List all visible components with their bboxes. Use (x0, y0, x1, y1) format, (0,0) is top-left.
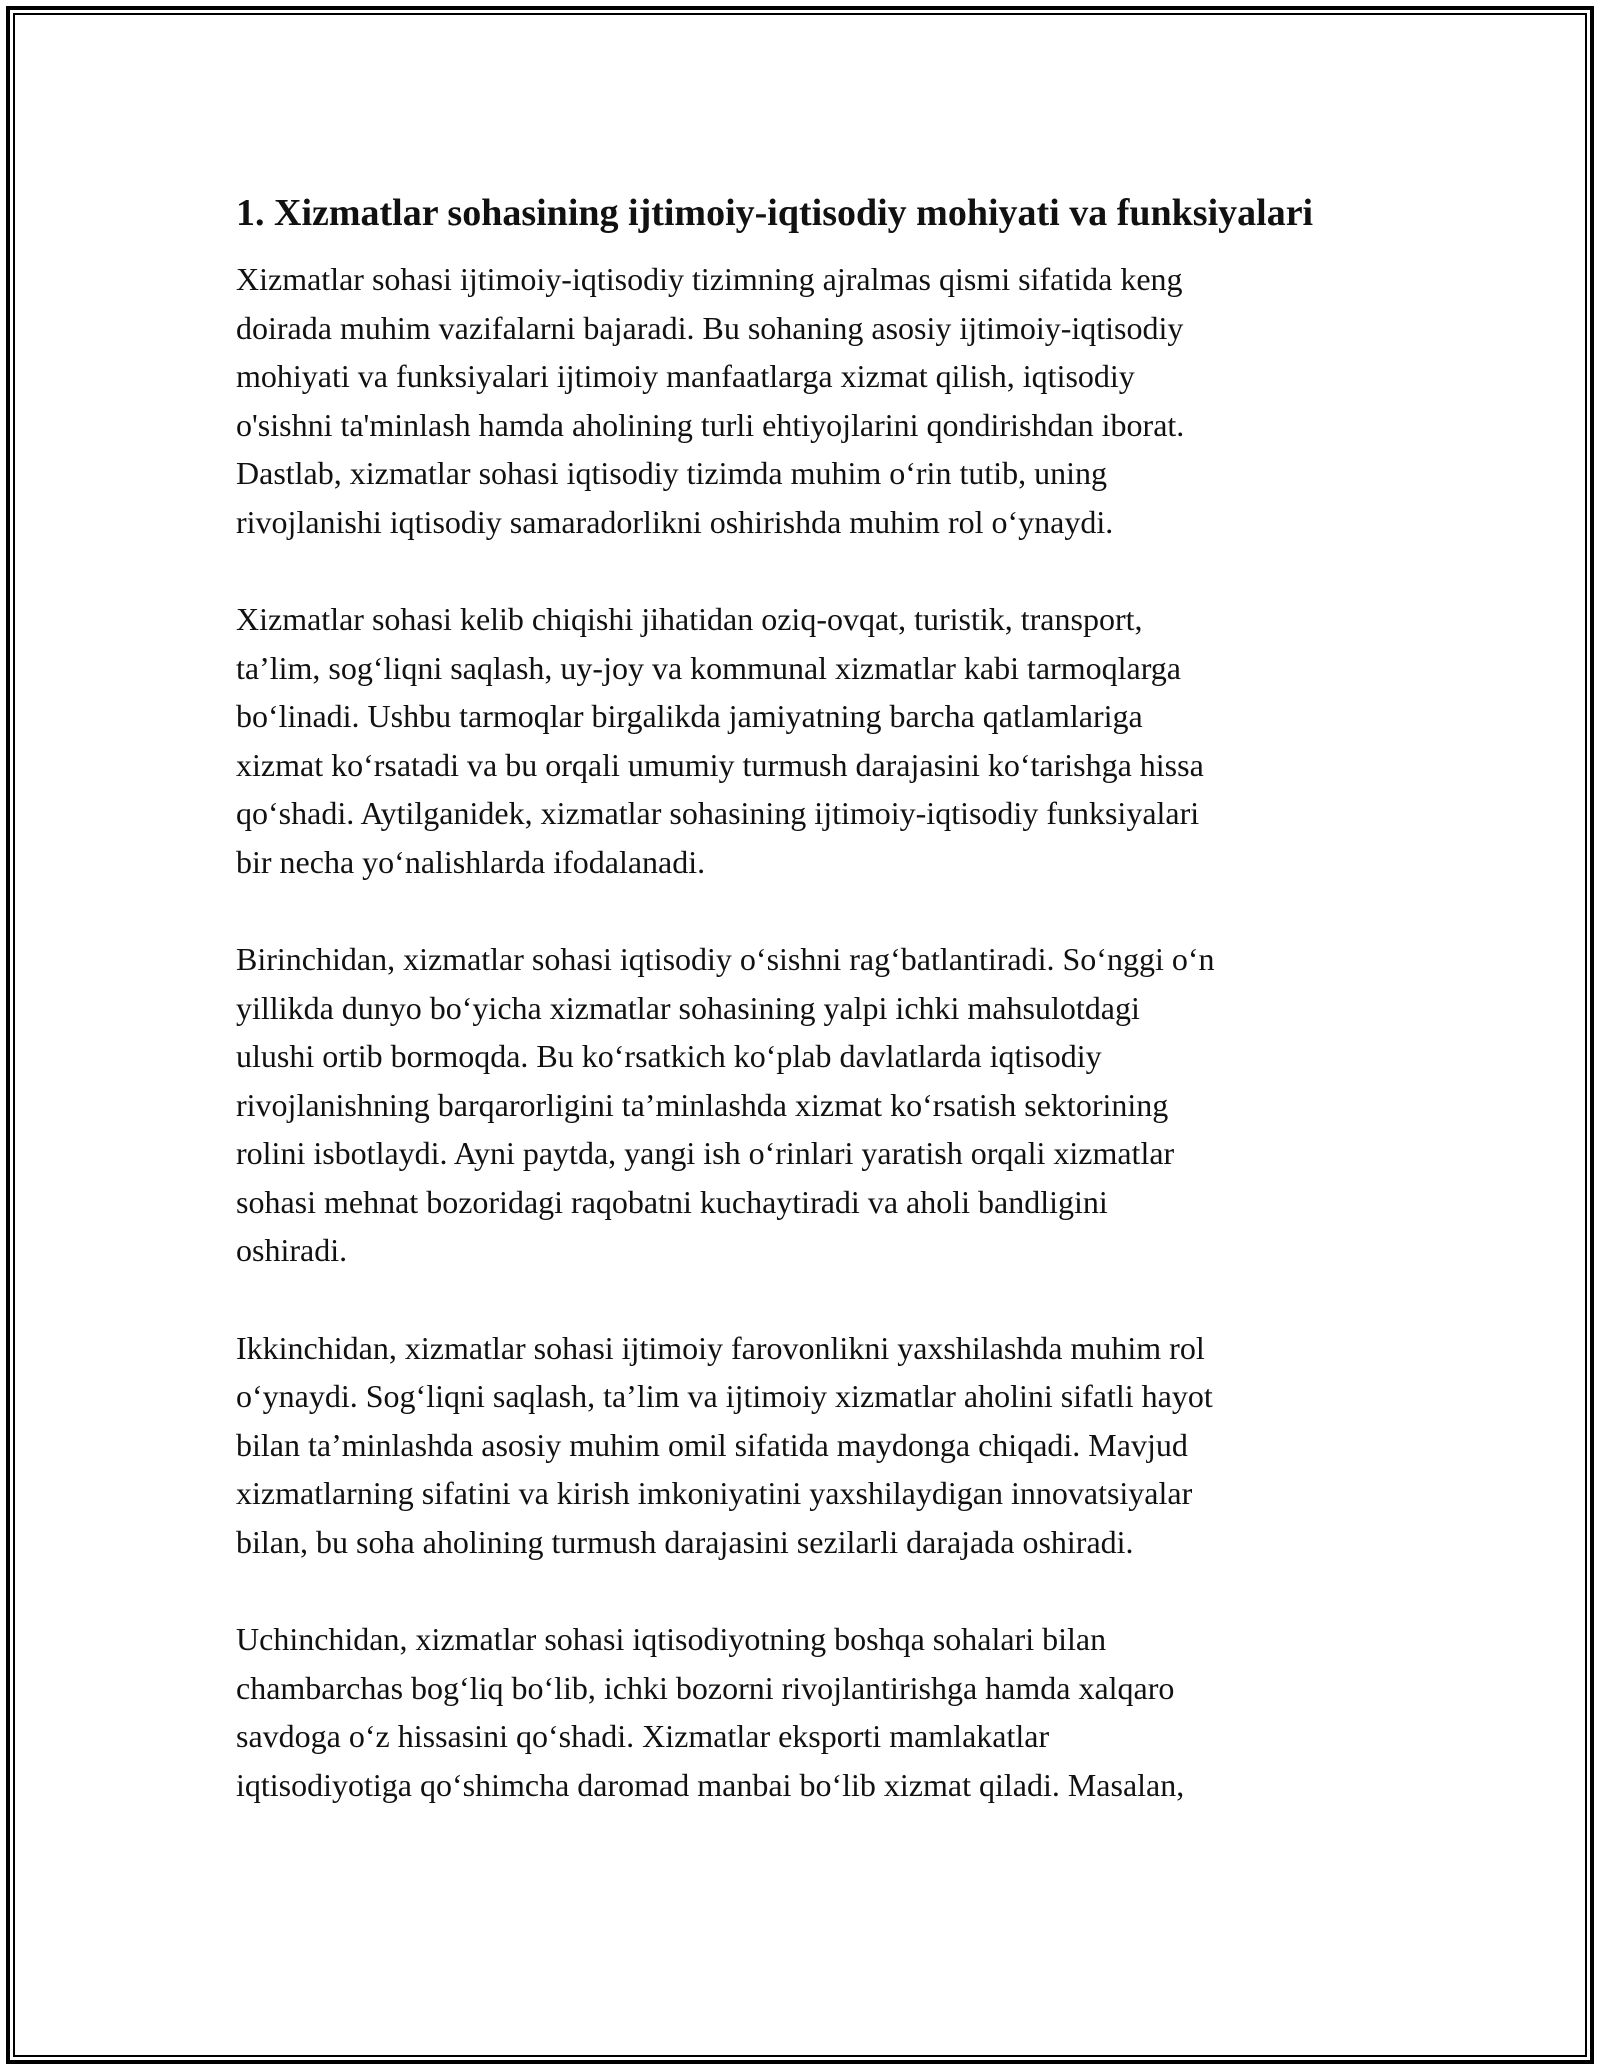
document-page (236, 186, 1366, 1858)
paragraph-branches: Xizmatlar sohasi kelib chiqishi jihatidan oziq-ovqat, turistik, transport, ta’lim, sog‘liqni saqlash, uy-joy va kommunal xizmatlar kabi tarmoqlarga bo‘linadi. Ushbu tarmoqlar birgalikda jamiyatning barcha qatlamlariga xizmat ko‘rsatadi va bu orqali umumiy turmush darajasini ko‘tarishga hissa qo‘shadi. Aytilganidek, xizmatlar sohasining ijtimoiy-iqtisodiy funksiyalari bir necha yo‘nalishlarda ifodalanadi. (236, 601, 1204, 880)
section-title: 1. Xizmatlar sohasining ijtimoiy-iqtisodiy mohiyati va funksiyalari (236, 192, 1314, 234)
paragraph-third-function: Uchinchidan, xizmatlar sohasi iqtisodiyotning boshqa sohalari bilan chambarchas bog‘liq bo‘lib, ichki bozorni rivojlantirishga hamda xalqaro savdoga o‘z hissasini qo‘shadi. Xizmatlar eksporti mamlakatlar iqtisodiyotiga qo‘shimcha daromad manbai bo‘lib xizmat qiladi. Masalan, (236, 1621, 1185, 1803)
paragraph-intro: Xizmatlar sohasi ijtimoiy-iqtisodiy tizimning ajralmas qismi sifatida keng doirada muhim vazifalarni bajaradi. Bu sohaning asosiy ijtimoiy-iqtisodiy mohiyati va funksiyalari ijtimoiy manfaatlarga xizmat qilish, iqtisodiy o'sishni ta'minlash hamda aholining turli ehtiyojlarini qondirishdan iborat. Dastlab, xizmatlar sohasi iqtisodiy tizimda muhim o‘rin tutib, uning rivojlanishi iqtisodiy samaradorlikni oshirishda muhim rol o‘ynaydi. (236, 261, 1185, 540)
paragraph-first-function: Birinchidan, xizmatlar sohasi iqtisodiy o‘sishni rag‘batlantiradi. So‘nggi o‘n yillikda dunyo bo‘yicha xizmatlar sohasining yalpi ichki mahsulotdagi ulushi ortib bormoqda. Bu ko‘rsatkich ko‘plab davlatlarda iqtisodiy rivojlanishning barqarorligini ta’minlashda xizmat ko‘rsatish sektorining rolini isbotlaydi. Ayni paytda, yangi ish o‘rinlari yaratish orqali xizmatlar sohasi mehnat bozoridagi raqobatni kuchaytiradi va aholi bandligini oshiradi. (236, 941, 1215, 1268)
paragraph-second-function: Ikkinchidan, xizmatlar sohasi ijtimoiy farovonlikni yaxshilashda muhim rol o‘ynaydi. Sog‘liqni saqlash, ta’lim va ijtimoiy xizmatlar aholini sifatli hayot bilan ta’minlashda asosiy muhim omil sifatida maydonga chiqadi. Mavjud xizmatlarning sifatini va kirish imkoniyatini yaxshilaydigan innovatsiyalar bilan, bu soha aholining turmush darajasini sezilarli darajada oshiradi. (236, 1329, 1213, 1560)
